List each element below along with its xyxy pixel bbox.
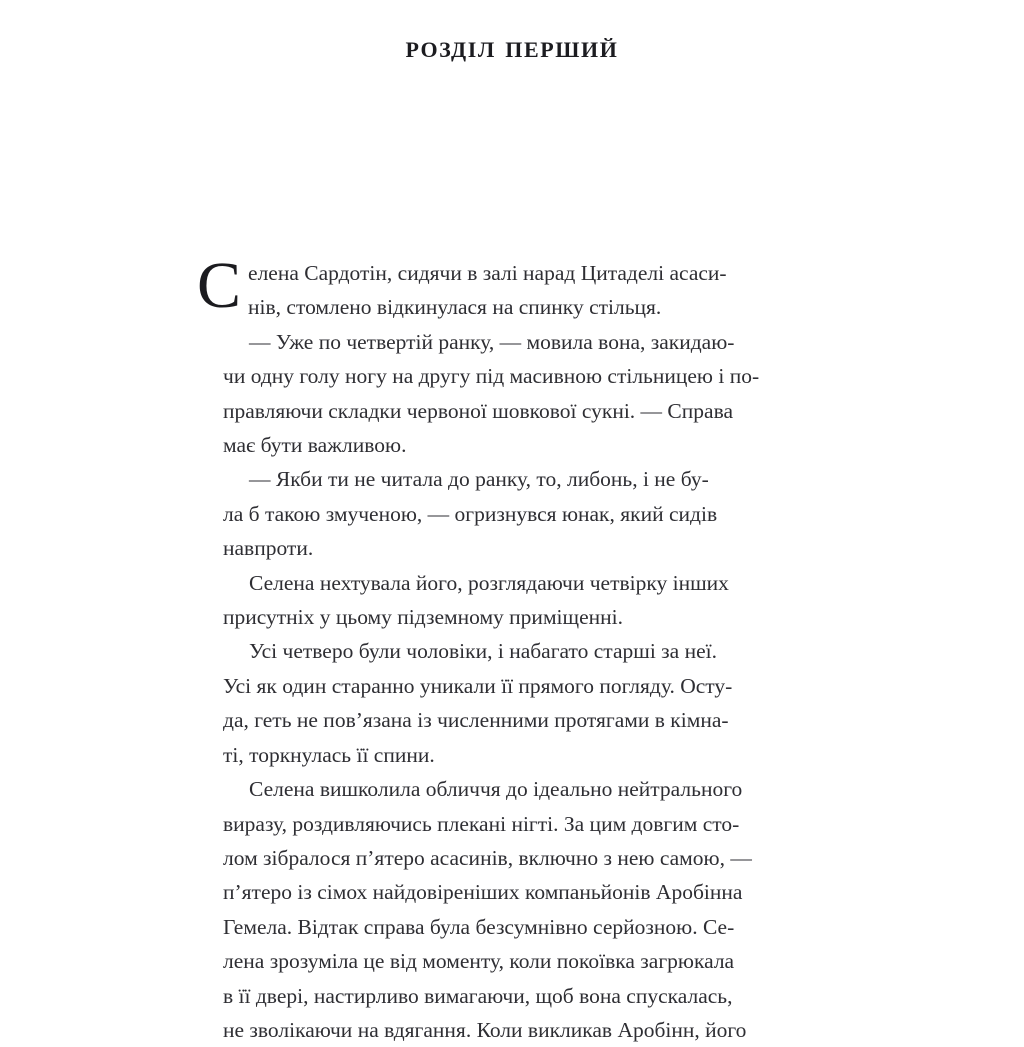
text-line: п’ятеро із сімох найдовіреніших компаньйонів Аробінна: [223, 880, 743, 905]
text-line: ла б такою змученою, — огризнувся юнак, який сидів: [223, 501, 718, 526]
chapter-title: розділ перший: [405, 28, 619, 64]
text-line: виразу, роздивляючись плекані нігті. За цим довгим сто-: [223, 811, 740, 836]
text-line: ті, торкнулась її спини.: [223, 742, 435, 767]
text-line: Усі як один старанно уникали її прямого погляду. Осту-: [223, 673, 733, 698]
paragraph-2: [197, 325, 827, 463]
text-line: Селена нехтувала його, розглядаючи четвірку інших: [249, 570, 729, 595]
body-text-block: [197, 249, 827, 1047]
paragraph-3: [197, 462, 827, 565]
drop-cap-letter: С: [197, 249, 242, 322]
text-line: Гемела. Відтак справа була безсумнівно серйозною. Се-: [223, 914, 735, 939]
text-line: елена Сардотін, сидячи в залі нарад Цитаделі асаси-: [248, 261, 727, 285]
text-line: нів, стомлено відкинулася на спинку стільця.: [248, 295, 662, 320]
paragraph-4: [197, 566, 827, 635]
text-line: чи одну голу ногу на другу під масивною стільницею і по-: [223, 364, 760, 389]
paragraph-6: [197, 772, 827, 1047]
text-line: да, геть не пов’язана із численними протягами в кімна-: [223, 708, 729, 733]
text-line: навпроти.: [223, 536, 314, 561]
paragraph-5: [197, 634, 827, 772]
text-line: правляючи складки червоної шовкової сукні. — Справа: [223, 398, 733, 423]
text-line: — Уже по четвертій ранку, — мовила вона, закидаю-: [249, 329, 735, 354]
text-line: — Якби ти не читала до ранку, то, либонь, і не бу-: [249, 467, 709, 492]
text-line: Усі четверо були чоловіки, і набагато старші за неї.: [249, 639, 717, 664]
text-line: має бути важливою.: [223, 433, 407, 458]
paragraph-1: [197, 249, 827, 325]
text-line: лена зрозуміла це від моменту, коли покоївка загрюкала: [223, 949, 735, 974]
text-line: в її двері, настирливо вимагаючи, щоб вона спускалась,: [223, 983, 733, 1008]
text-line: Селена вишколила обличчя до ідеально нейтрального: [249, 777, 743, 802]
text-line: не зволікаючи на вдягання. Коли викликав Аробінн, його: [223, 1017, 747, 1042]
text-line: лом зібралося п’ятеро асасинів, включно з нею самою, —: [223, 845, 752, 870]
text-line: присутніх у цьому підземному приміщенні.: [223, 605, 623, 630]
